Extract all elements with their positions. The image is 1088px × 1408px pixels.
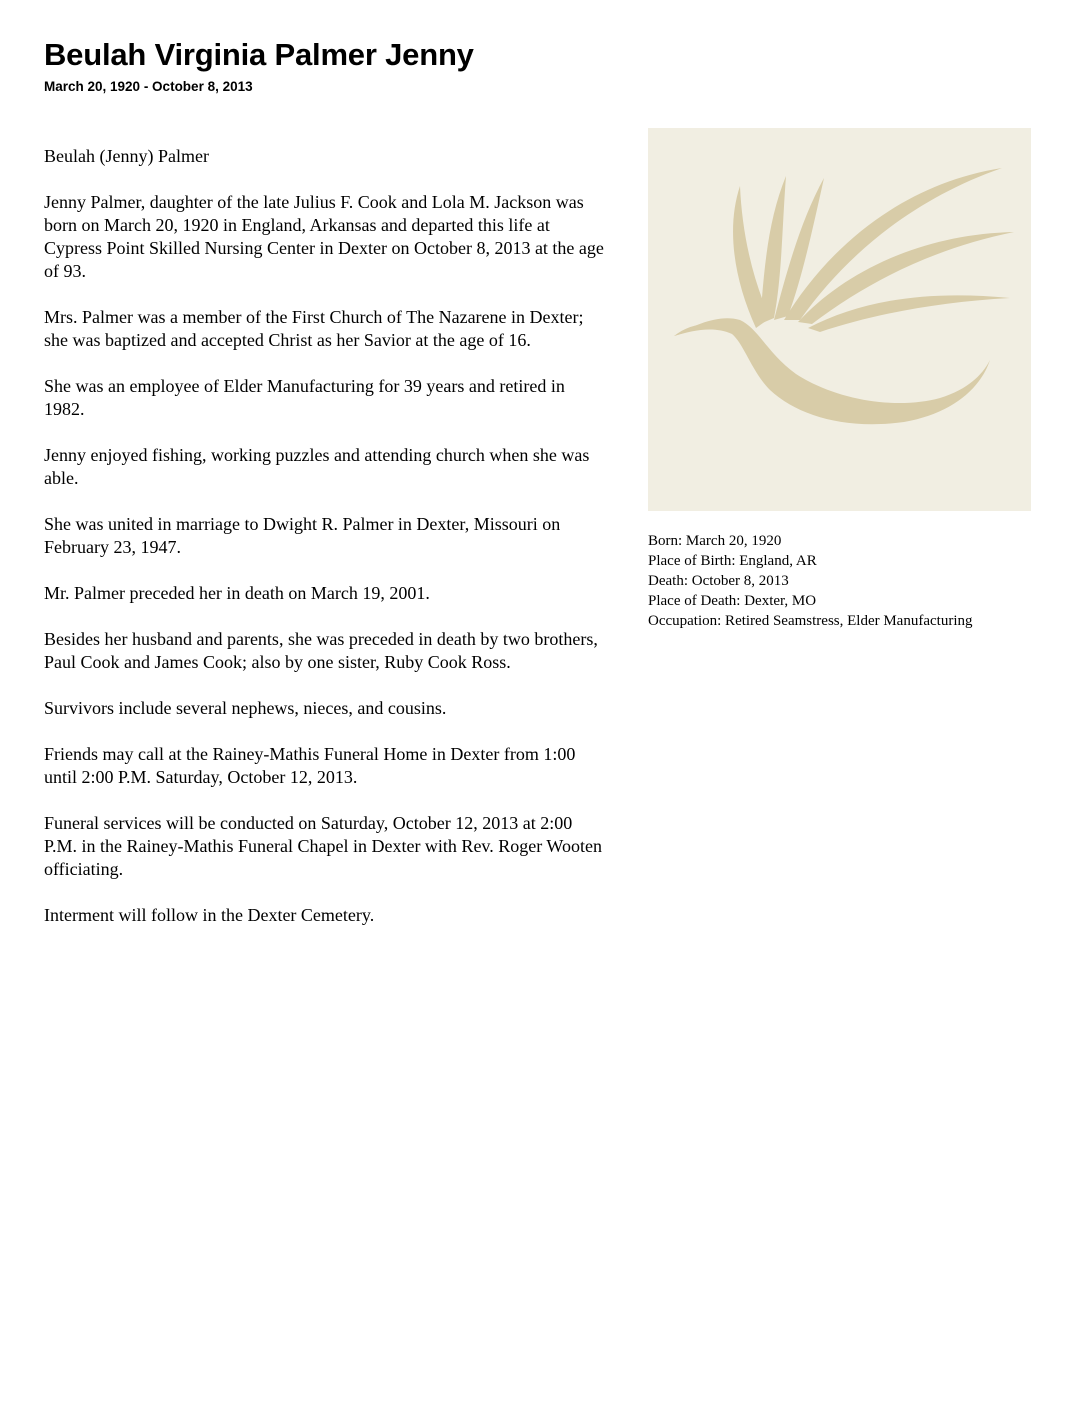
life-dates: March 20, 1920 - October 8, 2013 bbox=[44, 79, 253, 94]
dove-icon bbox=[648, 128, 1031, 511]
obituary-paragraph: Interment will follow in the Dexter Cemetery. bbox=[44, 905, 375, 925]
fact-death: Death: October 8, 2013 bbox=[648, 573, 789, 589]
obituary-paragraph: She was united in marriage to Dwight R. Palmer in Dexter, Missouri on February 23, 1947. bbox=[44, 514, 561, 557]
obituary-paragraph: Jenny enjoyed fishing, working puzzles and attending church when she was able. bbox=[44, 445, 590, 488]
obituary-paragraph: Mr. Palmer preceded her in death on March 19, 2001. bbox=[44, 583, 430, 603]
obituary-heading: Beulah (Jenny) Palmer bbox=[44, 146, 209, 166]
fact-place-of-death: Place of Death: Dexter, MO bbox=[648, 593, 817, 609]
vital-facts bbox=[648, 531, 1068, 631]
fact-occupation: Occupation: Retired Seamstress, Elder Manufacturing bbox=[648, 613, 973, 629]
obituary-paragraph: Besides her husband and parents, she was preceded in death by two brothers, Paul Cook and James Cook; also by one sister, Ruby Cook Ross. bbox=[44, 629, 598, 672]
fact-born: Born: March 20, 1920 bbox=[648, 533, 782, 549]
obituary-paragraph: Mrs. Palmer was a member of the First Church of The Nazarene in Dexter; she was baptized and accepted Christ as her Savior at the age of 16. bbox=[44, 307, 584, 350]
obituary-text bbox=[44, 145, 604, 950]
obituary-paragraph: Funeral services will be conducted on Saturday, October 12, 2013 at 2:00 P.M. in the Rainey-Mathis Funeral Chapel in Dexter with Rev. Roger Wooten officiating. bbox=[44, 813, 602, 879]
obituary-paragraph: Friends may call at the Rainey-Mathis Funeral Home in Dexter from 1:00 until 2:00 P.M. Saturday, October 12, 2013. bbox=[44, 744, 576, 787]
obituary-paragraph: She was an employee of Elder Manufacturing for 39 years and retired in 1982. bbox=[44, 376, 565, 419]
fact-place-of-birth: Place of Birth: England, AR bbox=[648, 553, 817, 569]
memorial-photo bbox=[648, 128, 1031, 511]
page-title: Beulah Virginia Palmer Jenny bbox=[44, 37, 474, 72]
obituary-paragraph: Survivors include several nephews, nieces, and cousins. bbox=[44, 698, 447, 718]
obituary-paragraph: Jenny Palmer, daughter of the late Julius F. Cook and Lola M. Jackson was born on March 20, 1920 in England, Arkansas and departed this life at Cypress Point Skilled Nursing Center in Dexter on October 8, 2013 at the age of 93. bbox=[44, 192, 604, 281]
